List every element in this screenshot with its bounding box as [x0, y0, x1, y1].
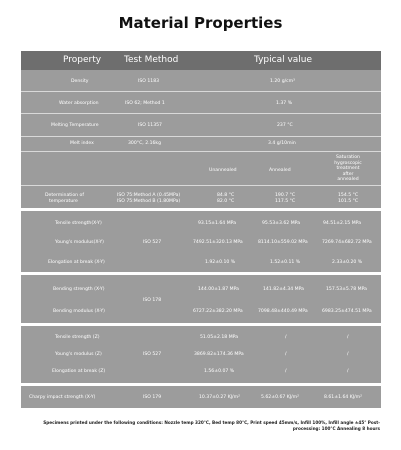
tensile-z-method: ISO 527: [143, 352, 162, 357]
melting-temperature-label: Melting Temperature: [51, 123, 99, 128]
condition-unannealed: Unannealed: [209, 168, 237, 173]
bending-modulus-xy-unannealed: 6727.22±382.20 MPa: [193, 309, 243, 314]
page-title: Material Properties: [118, 14, 283, 32]
condition-annealed: Annealed: [269, 168, 291, 173]
divider: [21, 151, 381, 152]
elongation-z-annealed: /: [285, 369, 287, 374]
melt-index-method: 300°C, 2.16kg: [128, 141, 161, 146]
group-divider: [21, 323, 381, 326]
properties-table: [21, 51, 381, 408]
deflection-methods: ISO 75:Method A (0.45MPa) ISO 75:Method B (1.80MPa): [117, 193, 181, 204]
melt-index-label: Melt index: [70, 141, 94, 146]
divider: [21, 91, 381, 92]
charpy-label: Charpy impact strength (X-Y): [29, 395, 96, 400]
water-absorption-value: 1.37 %: [276, 101, 293, 106]
elongation-z-unannealed: 1.56±0.07 %: [204, 369, 235, 374]
bending-strength-xy-unannealed: 144.00±1.87 MPa: [198, 287, 239, 292]
header-typical-value: Typical value: [254, 55, 313, 65]
youngs-modulus-z-label: Young's modulus (Z): [55, 352, 102, 357]
tensile-strength-z-unannealed: 51.05±2.18 MPa: [200, 335, 239, 340]
youngs-modulus-z-saturation: /: [347, 352, 349, 357]
tensile-strength-xy-saturation: 94.51±2.15 MPa: [323, 221, 362, 226]
condition-saturation: Saturation hygroscopic treatment after annealed: [334, 155, 362, 183]
footnote: Specimens printed under the following conditions: Nozzle temp 320°C, Bed temp 80°C, Print speed 45mm/s, Infill 100%, Infill angle ±45° Post- processing: 100°C Annealing 8 hours: [43, 420, 380, 431]
elongation-xy-saturation: 2.33±0.20 %: [332, 260, 363, 265]
bending-modulus-xy-label: Bending modulus (X-Y): [53, 309, 105, 314]
charpy-method: ISO 179: [143, 395, 162, 400]
melt-index-value: 3.4 g/10min: [268, 141, 296, 146]
deflection-annealed: 190.7 °C 117.5 °C: [275, 193, 296, 204]
tensile-strength-z-label: Tensile strength (Z): [55, 335, 100, 340]
charpy-annealed: 5.62±0.67 KJ/m²: [261, 395, 299, 400]
group-divider: [21, 272, 381, 275]
tensile-xy-method: ISO 527: [143, 240, 162, 245]
tensile-strength-z-annealed: /: [285, 335, 287, 340]
bending-strength-xy-saturation: 157.53±5.78 MPa: [326, 287, 367, 292]
melting-temperature-method: ISO 11357: [138, 123, 162, 128]
bending-strength-xy-label: Bending strength (X-Y): [53, 287, 105, 292]
density-label: Density: [71, 79, 89, 84]
water-absorption-label: Water absorption: [59, 101, 99, 106]
youngs-modulus-xy-unannealed: 7492.51±320.13 MPa: [193, 240, 243, 245]
youngs-modulus-xy-saturation: 7269.74±682.72 MPa: [322, 240, 372, 245]
deflection-saturation: 154.5 °C 101.5 °C: [338, 193, 359, 204]
table-header: [21, 51, 381, 70]
divider: [21, 185, 381, 186]
bending-strength-xy-annealed: 141.82±4.34 MPa: [263, 287, 304, 292]
youngs-modulus-z-unannealed: 3869.82±174.36 MPa: [194, 352, 244, 357]
header-property: Property: [63, 55, 102, 65]
youngs-modulus-xy-annealed: 8114.10±559.02 MPa: [258, 240, 308, 245]
tensile-strength-xy-unannealed: 93.15±1.64 MPa: [198, 221, 237, 226]
water-absorption-method: ISO 62; Method 1: [125, 101, 165, 106]
elongation-z-saturation: /: [347, 369, 349, 374]
elongation-xy-label: Elongation at break (X-Y): [48, 260, 105, 265]
group-divider: [21, 383, 381, 386]
charpy-unannealed: 10.37±0.27 KJ/m²: [199, 395, 240, 400]
header-test-method: Test Method: [124, 55, 179, 65]
youngs-modulus-z-annealed: /: [285, 352, 287, 357]
elongation-z-label: Elongation at break (Z): [52, 369, 106, 374]
deflection-unannealed: 84.8 °C 82.0 °C: [217, 193, 235, 204]
deflection-label: Determination of temperature: [45, 193, 84, 204]
bending-xy-method: ISO 178: [143, 298, 162, 303]
divider: [21, 113, 381, 114]
elongation-xy-unannealed: 1.92±0.10 %: [205, 260, 236, 265]
bending-modulus-xy-saturation: 6983.25±474.51 MPa: [322, 309, 372, 314]
charpy-saturation: 8.61±1.64 KJ/m²: [324, 395, 362, 400]
elongation-xy-annealed: 1.52±0.11 %: [270, 260, 301, 265]
tensile-strength-xy-label: Tensile strength(X-Y): [55, 221, 102, 226]
density-method: ISO 1183: [138, 79, 160, 84]
bending-modulus-xy-annealed: 7098.48±440.49 MPa: [258, 309, 308, 314]
group-divider: [21, 208, 381, 211]
youngs-modulus-xy-label: Young's modulus(X-Y): [55, 240, 104, 245]
density-value: 1.20 g/cm³: [270, 79, 295, 84]
melting-temperature-value: 237 °C: [277, 123, 293, 128]
divider: [21, 136, 381, 137]
tensile-strength-xy-annealed: 95.53±3.62 MPa: [262, 221, 301, 226]
tensile-strength-z-saturation: /: [347, 335, 349, 340]
